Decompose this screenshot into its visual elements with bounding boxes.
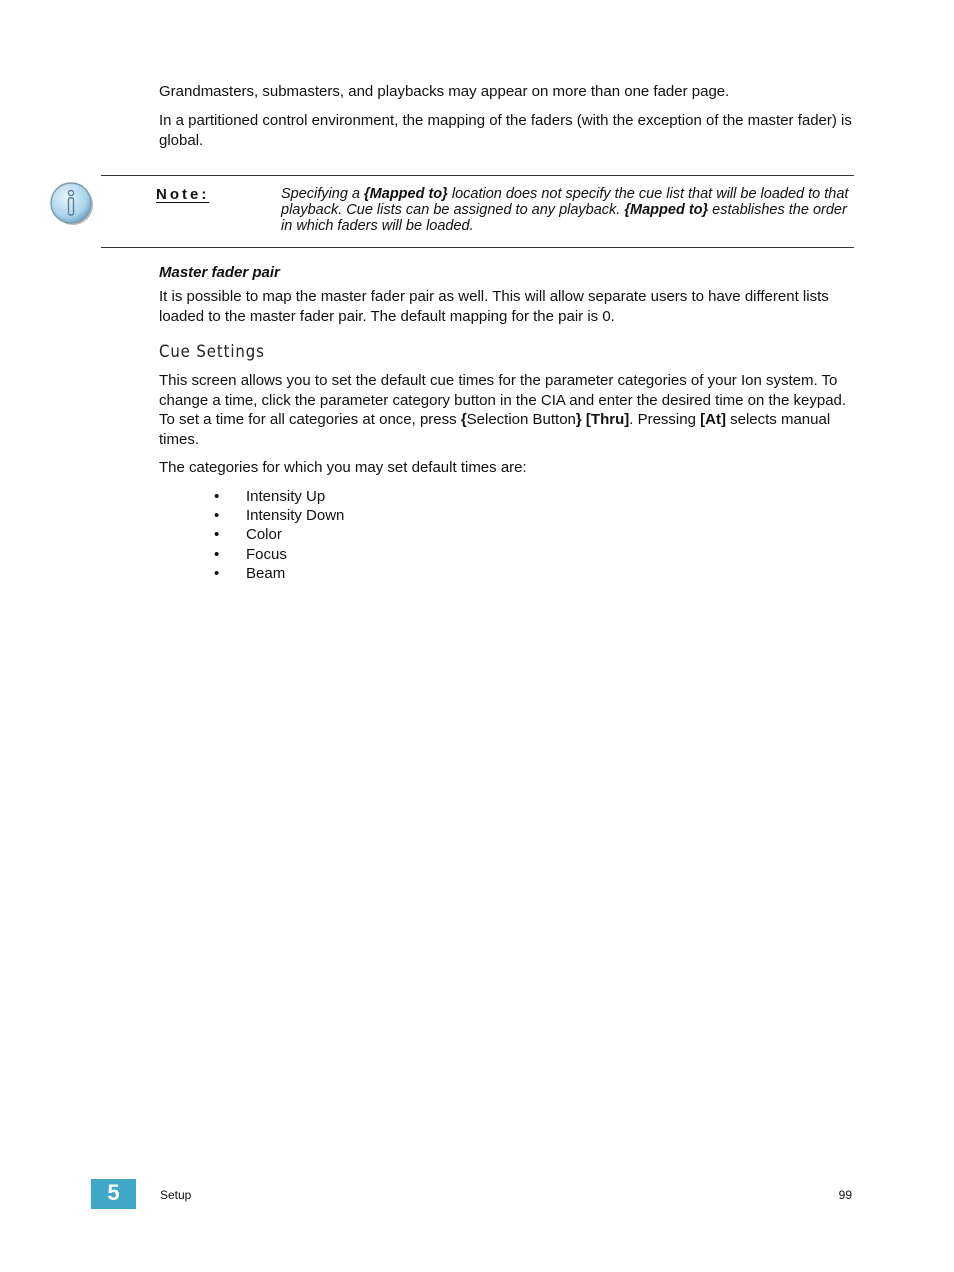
categories-list: [214, 487, 344, 583]
note-bottom-rule: [101, 247, 854, 248]
master-fader-heading: Master fader pair: [159, 264, 280, 281]
list-item: • Intensity Up: [214, 488, 326, 505]
intro-paragraph-1: Grandmasters, submasters, and playbacks may appear on more than one fader page.: [159, 83, 730, 100]
list-item: • Color: [214, 526, 282, 544]
page-number: 99: [838, 1188, 852, 1202]
chapter-number-tab: 5: [91, 1179, 136, 1209]
bullet-icon: •: [214, 507, 220, 525]
note-label: Note:: [156, 186, 210, 203]
categories-intro: The categories for which you may set default times are:: [159, 459, 527, 476]
bullet-icon: •: [214, 526, 220, 544]
note-top-rule: [101, 175, 854, 176]
cue-settings-paragraph: This screen allows you to set the default cue times for the parameter categories of your Ion system. To change a time, click the parameter category button in the CIA and enter the desired time on the keypad. To set a time for all categories at once, press {Selection Button} [Thru]. Pressing [At] selects manual times.: [159, 372, 847, 448]
info-icon: [48, 180, 96, 228]
note-text: Specifying a {Mapped to} location does not specify the cue list that will be loaded to that playback. Cue lists can be assigned to any playback. {Mapped to} establishes the order in which faders will be loaded.: [281, 186, 849, 234]
intro-paragraph-2: In a partitioned control environment, the mapping of the faders (with the exception of the master fader) is global.: [159, 112, 852, 149]
bullet-icon: •: [214, 488, 220, 505]
master-fader-paragraph: It is possible to map the master fader pair as well. This will allow separate users to have different lists loaded to the master fader pair. The default mapping for the pair is 0.: [159, 288, 829, 325]
list-item: • Intensity Down: [214, 507, 345, 525]
list-item: • Focus: [214, 545, 287, 563]
cue-settings-heading: Cue Settings: [159, 342, 265, 362]
bullet-icon: •: [214, 545, 220, 563]
list-item: • Beam: [214, 564, 286, 582]
footer-section-title: Setup: [160, 1188, 192, 1202]
bullet-icon: •: [214, 564, 220, 582]
